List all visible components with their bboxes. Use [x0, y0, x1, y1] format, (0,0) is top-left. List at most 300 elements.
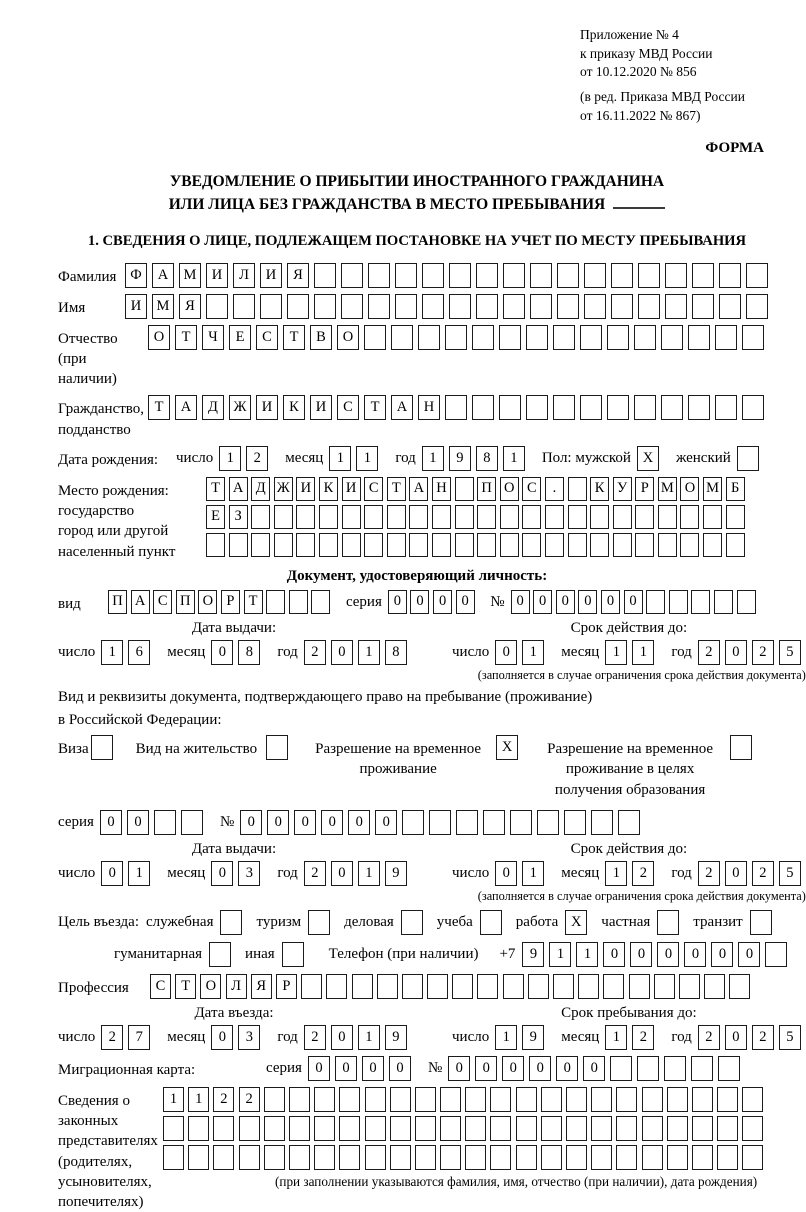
char-cell[interactable]: О — [200, 974, 221, 999]
char-cell[interactable] — [480, 910, 502, 935]
char-cell[interactable] — [188, 1116, 209, 1141]
char-cell[interactable] — [503, 263, 525, 288]
char-cell[interactable]: А — [152, 263, 174, 288]
char-cell[interactable] — [553, 395, 575, 420]
char-cell[interactable] — [703, 505, 722, 529]
char-cell[interactable] — [229, 533, 248, 557]
char-cell[interactable] — [590, 533, 609, 557]
char-cell[interactable] — [296, 505, 315, 529]
char-cell[interactable]: 0 — [211, 640, 233, 665]
char-cell[interactable]: 9 — [449, 446, 471, 471]
char-cell[interactable] — [432, 505, 451, 529]
char-cell[interactable] — [274, 533, 293, 557]
char-cell[interactable] — [365, 1087, 386, 1112]
char-cell[interactable]: 5 — [779, 1025, 801, 1050]
char-cell[interactable] — [717, 1116, 738, 1141]
char-cell[interactable] — [449, 263, 471, 288]
char-cell[interactable] — [591, 1116, 612, 1141]
char-cell[interactable] — [455, 505, 474, 529]
char-cell[interactable] — [590, 505, 609, 529]
char-cell[interactable] — [445, 325, 467, 350]
char-cell[interactable] — [352, 974, 373, 999]
char-cell[interactable] — [746, 263, 768, 288]
char-cell[interactable]: 0 — [240, 810, 262, 835]
char-cell[interactable]: 2 — [698, 1025, 720, 1050]
char-cell[interactable] — [499, 325, 521, 350]
char-cell[interactable]: 0 — [331, 861, 353, 886]
char-cell[interactable] — [545, 505, 564, 529]
char-cell[interactable]: 0 — [630, 942, 652, 967]
char-cell[interactable]: А — [131, 590, 150, 614]
char-cell[interactable] — [499, 395, 521, 420]
char-cell[interactable] — [692, 1145, 713, 1170]
char-cell[interactable]: 0 — [331, 1025, 353, 1050]
char-cell[interactable]: 0 — [475, 1056, 497, 1081]
char-cell[interactable] — [260, 294, 282, 319]
char-cell[interactable] — [742, 1116, 763, 1141]
char-cell[interactable] — [526, 325, 548, 350]
char-cell[interactable] — [449, 294, 471, 319]
char-cell[interactable]: Ф — [125, 263, 147, 288]
char-cell[interactable] — [742, 395, 764, 420]
char-cell[interactable] — [409, 505, 428, 529]
char-cell[interactable] — [584, 294, 606, 319]
char-cell[interactable] — [154, 810, 176, 835]
char-cell[interactable]: 0 — [321, 810, 343, 835]
char-cell[interactable]: 0 — [533, 590, 552, 614]
char-cell[interactable]: 0 — [308, 1056, 330, 1081]
char-cell[interactable]: Т — [387, 477, 406, 501]
char-cell[interactable] — [264, 1116, 285, 1141]
char-cell[interactable] — [427, 974, 448, 999]
char-cell[interactable] — [282, 942, 304, 967]
char-cell[interactable] — [692, 1087, 713, 1112]
char-cell[interactable]: 0 — [583, 1056, 605, 1081]
char-cell[interactable] — [742, 1087, 763, 1112]
char-cell[interactable]: 7 — [128, 1025, 150, 1050]
char-cell[interactable]: Е — [229, 325, 251, 350]
char-cell[interactable]: 2 — [752, 1025, 774, 1050]
char-cell[interactable] — [341, 294, 363, 319]
char-cell[interactable]: 2 — [632, 861, 654, 886]
char-cell[interactable]: 2 — [304, 861, 326, 886]
char-cell[interactable]: 0 — [448, 1056, 470, 1081]
char-cell[interactable] — [339, 1116, 360, 1141]
char-cell[interactable] — [667, 1145, 688, 1170]
char-cell[interactable] — [465, 1145, 486, 1170]
char-cell[interactable]: 2 — [304, 640, 326, 665]
char-cell[interactable] — [669, 590, 688, 614]
char-cell[interactable] — [658, 533, 677, 557]
char-cell[interactable] — [717, 1145, 738, 1170]
char-cell[interactable] — [440, 1087, 461, 1112]
char-cell[interactable]: 2 — [698, 640, 720, 665]
char-cell[interactable] — [264, 1087, 285, 1112]
char-cell[interactable] — [274, 505, 293, 529]
char-cell[interactable]: 0 — [127, 810, 149, 835]
char-cell[interactable]: Т — [283, 325, 305, 350]
char-cell[interactable]: 1 — [576, 942, 598, 967]
char-cell[interactable] — [401, 910, 423, 935]
char-cell[interactable] — [607, 325, 629, 350]
char-cell[interactable]: Б — [726, 477, 745, 501]
char-cell[interactable]: Д — [251, 477, 270, 501]
char-cell[interactable] — [213, 1145, 234, 1170]
char-cell[interactable]: 1 — [605, 640, 627, 665]
char-cell[interactable] — [618, 810, 640, 835]
char-cell[interactable] — [545, 533, 564, 557]
char-cell[interactable]: 0 — [556, 1056, 578, 1081]
char-cell[interactable] — [452, 974, 473, 999]
char-cell[interactable] — [239, 1145, 260, 1170]
char-cell[interactable]: 1 — [605, 1025, 627, 1050]
char-cell[interactable] — [390, 1116, 411, 1141]
char-cell[interactable] — [629, 974, 650, 999]
char-cell[interactable] — [251, 533, 270, 557]
char-cell[interactable] — [368, 263, 390, 288]
char-cell[interactable]: С — [150, 974, 171, 999]
char-cell[interactable] — [476, 263, 498, 288]
char-cell[interactable] — [737, 446, 759, 471]
char-cell[interactable] — [553, 325, 575, 350]
char-cell[interactable]: 6 — [128, 640, 150, 665]
char-cell[interactable] — [415, 1116, 436, 1141]
char-cell[interactable] — [578, 974, 599, 999]
char-cell[interactable] — [584, 263, 606, 288]
char-cell[interactable] — [455, 533, 474, 557]
char-cell[interactable] — [642, 1145, 663, 1170]
char-cell[interactable] — [516, 1145, 537, 1170]
char-cell[interactable]: П — [477, 477, 496, 501]
char-cell[interactable]: 3 — [238, 1025, 260, 1050]
char-cell[interactable] — [566, 1145, 587, 1170]
char-cell[interactable] — [610, 1056, 632, 1081]
char-cell[interactable]: К — [283, 395, 305, 420]
char-cell[interactable] — [692, 263, 714, 288]
char-cell[interactable] — [289, 1145, 310, 1170]
char-cell[interactable]: О — [148, 325, 170, 350]
char-cell[interactable] — [429, 810, 451, 835]
char-cell[interactable] — [665, 263, 687, 288]
char-cell[interactable] — [91, 735, 113, 760]
char-cell[interactable]: И — [310, 395, 332, 420]
char-cell[interactable]: Т — [364, 395, 386, 420]
char-cell[interactable] — [680, 505, 699, 529]
char-cell[interactable]: 0 — [511, 590, 530, 614]
char-cell[interactable]: 0 — [725, 640, 747, 665]
char-cell[interactable] — [472, 395, 494, 420]
char-cell[interactable]: Л — [233, 263, 255, 288]
char-cell[interactable]: X — [496, 735, 518, 760]
char-cell[interactable] — [742, 325, 764, 350]
char-cell[interactable] — [667, 1087, 688, 1112]
char-cell[interactable] — [616, 1087, 637, 1112]
char-cell[interactable]: 2 — [632, 1025, 654, 1050]
char-cell[interactable]: Р — [276, 974, 297, 999]
char-cell[interactable] — [364, 325, 386, 350]
char-cell[interactable]: 0 — [684, 942, 706, 967]
char-cell[interactable]: А — [409, 477, 428, 501]
char-cell[interactable]: 2 — [304, 1025, 326, 1050]
char-cell[interactable]: 0 — [348, 810, 370, 835]
char-cell[interactable] — [415, 1087, 436, 1112]
char-cell[interactable]: 1 — [358, 861, 380, 886]
char-cell[interactable] — [163, 1145, 184, 1170]
char-cell[interactable]: М — [152, 294, 174, 319]
char-cell[interactable] — [266, 735, 288, 760]
char-cell[interactable] — [188, 1145, 209, 1170]
char-cell[interactable] — [314, 294, 336, 319]
char-cell[interactable]: 0 — [711, 942, 733, 967]
char-cell[interactable] — [522, 533, 541, 557]
char-cell[interactable] — [289, 1087, 310, 1112]
char-cell[interactable]: Л — [226, 974, 247, 999]
char-cell[interactable] — [607, 395, 629, 420]
char-cell[interactable] — [664, 1056, 686, 1081]
char-cell[interactable] — [364, 505, 383, 529]
char-cell[interactable]: X — [565, 910, 587, 935]
char-cell[interactable] — [726, 505, 745, 529]
char-cell[interactable] — [341, 263, 363, 288]
char-cell[interactable] — [390, 1087, 411, 1112]
char-cell[interactable]: П — [108, 590, 127, 614]
char-cell[interactable]: 1 — [522, 640, 544, 665]
char-cell[interactable] — [209, 942, 231, 967]
char-cell[interactable]: X — [637, 446, 659, 471]
char-cell[interactable]: Ч — [202, 325, 224, 350]
char-cell[interactable] — [691, 1056, 713, 1081]
char-cell[interactable] — [477, 533, 496, 557]
char-cell[interactable] — [661, 395, 683, 420]
char-cell[interactable] — [566, 1116, 587, 1141]
char-cell[interactable] — [528, 974, 549, 999]
char-cell[interactable]: Е — [206, 505, 225, 529]
char-cell[interactable] — [287, 294, 309, 319]
char-cell[interactable] — [342, 505, 361, 529]
char-cell[interactable]: Я — [287, 263, 309, 288]
char-cell[interactable] — [516, 1116, 537, 1141]
char-cell[interactable] — [541, 1145, 562, 1170]
char-cell[interactable] — [472, 325, 494, 350]
char-cell[interactable]: 8 — [238, 640, 260, 665]
char-cell[interactable]: 0 — [211, 861, 233, 886]
char-cell[interactable]: 0 — [410, 590, 429, 614]
char-cell[interactable]: 0 — [624, 590, 643, 614]
char-cell[interactable]: И — [260, 263, 282, 288]
char-cell[interactable] — [422, 294, 444, 319]
char-cell[interactable]: 9 — [385, 1025, 407, 1050]
char-cell[interactable]: О — [337, 325, 359, 350]
char-cell[interactable]: 2 — [239, 1087, 260, 1112]
char-cell[interactable] — [251, 505, 270, 529]
char-cell[interactable] — [314, 263, 336, 288]
char-cell[interactable]: 9 — [522, 942, 544, 967]
char-cell[interactable] — [483, 810, 505, 835]
char-cell[interactable] — [409, 533, 428, 557]
char-cell[interactable] — [500, 505, 519, 529]
char-cell[interactable] — [522, 505, 541, 529]
char-cell[interactable] — [665, 294, 687, 319]
char-cell[interactable] — [530, 294, 552, 319]
char-cell[interactable]: 0 — [456, 590, 475, 614]
char-cell[interactable] — [717, 1087, 738, 1112]
char-cell[interactable]: 5 — [779, 640, 801, 665]
char-cell[interactable] — [440, 1145, 461, 1170]
char-cell[interactable] — [591, 1145, 612, 1170]
char-cell[interactable]: И — [256, 395, 278, 420]
char-cell[interactable] — [314, 1145, 335, 1170]
char-cell[interactable]: А — [229, 477, 248, 501]
char-cell[interactable] — [635, 505, 654, 529]
char-cell[interactable] — [611, 294, 633, 319]
char-cell[interactable]: Ж — [274, 477, 293, 501]
char-cell[interactable] — [339, 1087, 360, 1112]
char-cell[interactable]: 0 — [603, 942, 625, 967]
char-cell[interactable]: Я — [179, 294, 201, 319]
char-cell[interactable]: 1 — [632, 640, 654, 665]
char-cell[interactable] — [726, 533, 745, 557]
char-cell[interactable]: 8 — [476, 446, 498, 471]
char-cell[interactable]: 0 — [375, 810, 397, 835]
char-cell[interactable] — [395, 294, 417, 319]
char-cell[interactable] — [500, 533, 519, 557]
char-cell[interactable]: 0 — [601, 590, 620, 614]
char-cell[interactable] — [692, 294, 714, 319]
char-cell[interactable]: 1 — [219, 446, 241, 471]
char-cell[interactable] — [390, 1145, 411, 1170]
char-cell[interactable]: П — [176, 590, 195, 614]
char-cell[interactable] — [314, 1116, 335, 1141]
char-cell[interactable] — [311, 590, 330, 614]
char-cell[interactable] — [557, 263, 579, 288]
char-cell[interactable] — [510, 810, 532, 835]
char-cell[interactable]: З — [229, 505, 248, 529]
char-cell[interactable] — [465, 1087, 486, 1112]
char-cell[interactable] — [657, 910, 679, 935]
char-cell[interactable]: С — [153, 590, 172, 614]
char-cell[interactable] — [181, 810, 203, 835]
char-cell[interactable]: 1 — [549, 942, 571, 967]
char-cell[interactable]: 0 — [388, 590, 407, 614]
char-cell[interactable]: 0 — [529, 1056, 551, 1081]
char-cell[interactable] — [314, 1087, 335, 1112]
char-cell[interactable] — [611, 263, 633, 288]
char-cell[interactable] — [432, 533, 451, 557]
char-cell[interactable] — [476, 294, 498, 319]
char-cell[interactable] — [365, 1145, 386, 1170]
char-cell[interactable]: 1 — [358, 1025, 380, 1050]
char-cell[interactable]: 0 — [211, 1025, 233, 1050]
char-cell[interactable] — [688, 395, 710, 420]
char-cell[interactable] — [301, 974, 322, 999]
char-cell[interactable] — [691, 590, 710, 614]
char-cell[interactable]: Д — [202, 395, 224, 420]
char-cell[interactable] — [719, 294, 741, 319]
char-cell[interactable] — [377, 974, 398, 999]
char-cell[interactable] — [503, 974, 524, 999]
char-cell[interactable] — [213, 1116, 234, 1141]
char-cell[interactable] — [637, 1056, 659, 1081]
char-cell[interactable]: 1 — [188, 1087, 209, 1112]
char-cell[interactable] — [564, 810, 586, 835]
char-cell[interactable]: 0 — [502, 1056, 524, 1081]
char-cell[interactable]: У — [613, 477, 632, 501]
char-cell[interactable]: К — [319, 477, 338, 501]
char-cell[interactable] — [541, 1116, 562, 1141]
char-cell[interactable] — [719, 263, 741, 288]
char-cell[interactable] — [422, 263, 444, 288]
char-cell[interactable] — [568, 505, 587, 529]
char-cell[interactable] — [465, 1116, 486, 1141]
char-cell[interactable] — [715, 395, 737, 420]
char-cell[interactable]: 1 — [356, 446, 378, 471]
char-cell[interactable] — [440, 1116, 461, 1141]
char-cell[interactable]: 0 — [725, 861, 747, 886]
char-cell[interactable] — [692, 1116, 713, 1141]
char-cell[interactable]: 2 — [213, 1087, 234, 1112]
char-cell[interactable] — [319, 505, 338, 529]
char-cell[interactable] — [368, 294, 390, 319]
char-cell[interactable] — [730, 735, 752, 760]
char-cell[interactable] — [729, 974, 750, 999]
char-cell[interactable] — [746, 294, 768, 319]
char-cell[interactable]: 0 — [101, 861, 123, 886]
char-cell[interactable]: 2 — [752, 640, 774, 665]
char-cell[interactable]: О — [680, 477, 699, 501]
char-cell[interactable] — [566, 1087, 587, 1112]
char-cell[interactable]: 1 — [495, 1025, 517, 1050]
char-cell[interactable]: 0 — [556, 590, 575, 614]
char-cell[interactable] — [490, 1087, 511, 1112]
char-cell[interactable]: 0 — [331, 640, 353, 665]
char-cell[interactable] — [679, 974, 700, 999]
char-cell[interactable] — [339, 1145, 360, 1170]
char-cell[interactable]: 0 — [362, 1056, 384, 1081]
char-cell[interactable]: С — [364, 477, 383, 501]
char-cell[interactable]: Я — [251, 974, 272, 999]
char-cell[interactable] — [477, 974, 498, 999]
char-cell[interactable]: 0 — [335, 1056, 357, 1081]
char-cell[interactable]: Н — [432, 477, 451, 501]
char-cell[interactable]: Р — [635, 477, 654, 501]
char-cell[interactable] — [206, 533, 225, 557]
char-cell[interactable] — [591, 810, 613, 835]
char-cell[interactable] — [737, 590, 756, 614]
char-cell[interactable]: С — [337, 395, 359, 420]
char-cell[interactable]: 1 — [605, 861, 627, 886]
char-cell[interactable]: 1 — [163, 1087, 184, 1112]
char-cell[interactable]: 1 — [503, 446, 525, 471]
char-cell[interactable]: 0 — [389, 1056, 411, 1081]
char-cell[interactable] — [634, 395, 656, 420]
char-cell[interactable]: 8 — [385, 640, 407, 665]
char-cell[interactable] — [638, 263, 660, 288]
char-cell[interactable]: Т — [175, 974, 196, 999]
char-cell[interactable]: А — [175, 395, 197, 420]
char-cell[interactable]: 0 — [495, 640, 517, 665]
char-cell[interactable]: 9 — [522, 1025, 544, 1050]
char-cell[interactable]: О — [500, 477, 519, 501]
char-cell[interactable]: 0 — [738, 942, 760, 967]
char-cell[interactable] — [667, 1116, 688, 1141]
char-cell[interactable] — [642, 1116, 663, 1141]
char-cell[interactable]: 0 — [294, 810, 316, 835]
char-cell[interactable] — [742, 1145, 763, 1170]
char-cell[interactable] — [387, 505, 406, 529]
char-cell[interactable]: Т — [148, 395, 170, 420]
char-cell[interactable] — [308, 910, 330, 935]
char-cell[interactable] — [418, 325, 440, 350]
